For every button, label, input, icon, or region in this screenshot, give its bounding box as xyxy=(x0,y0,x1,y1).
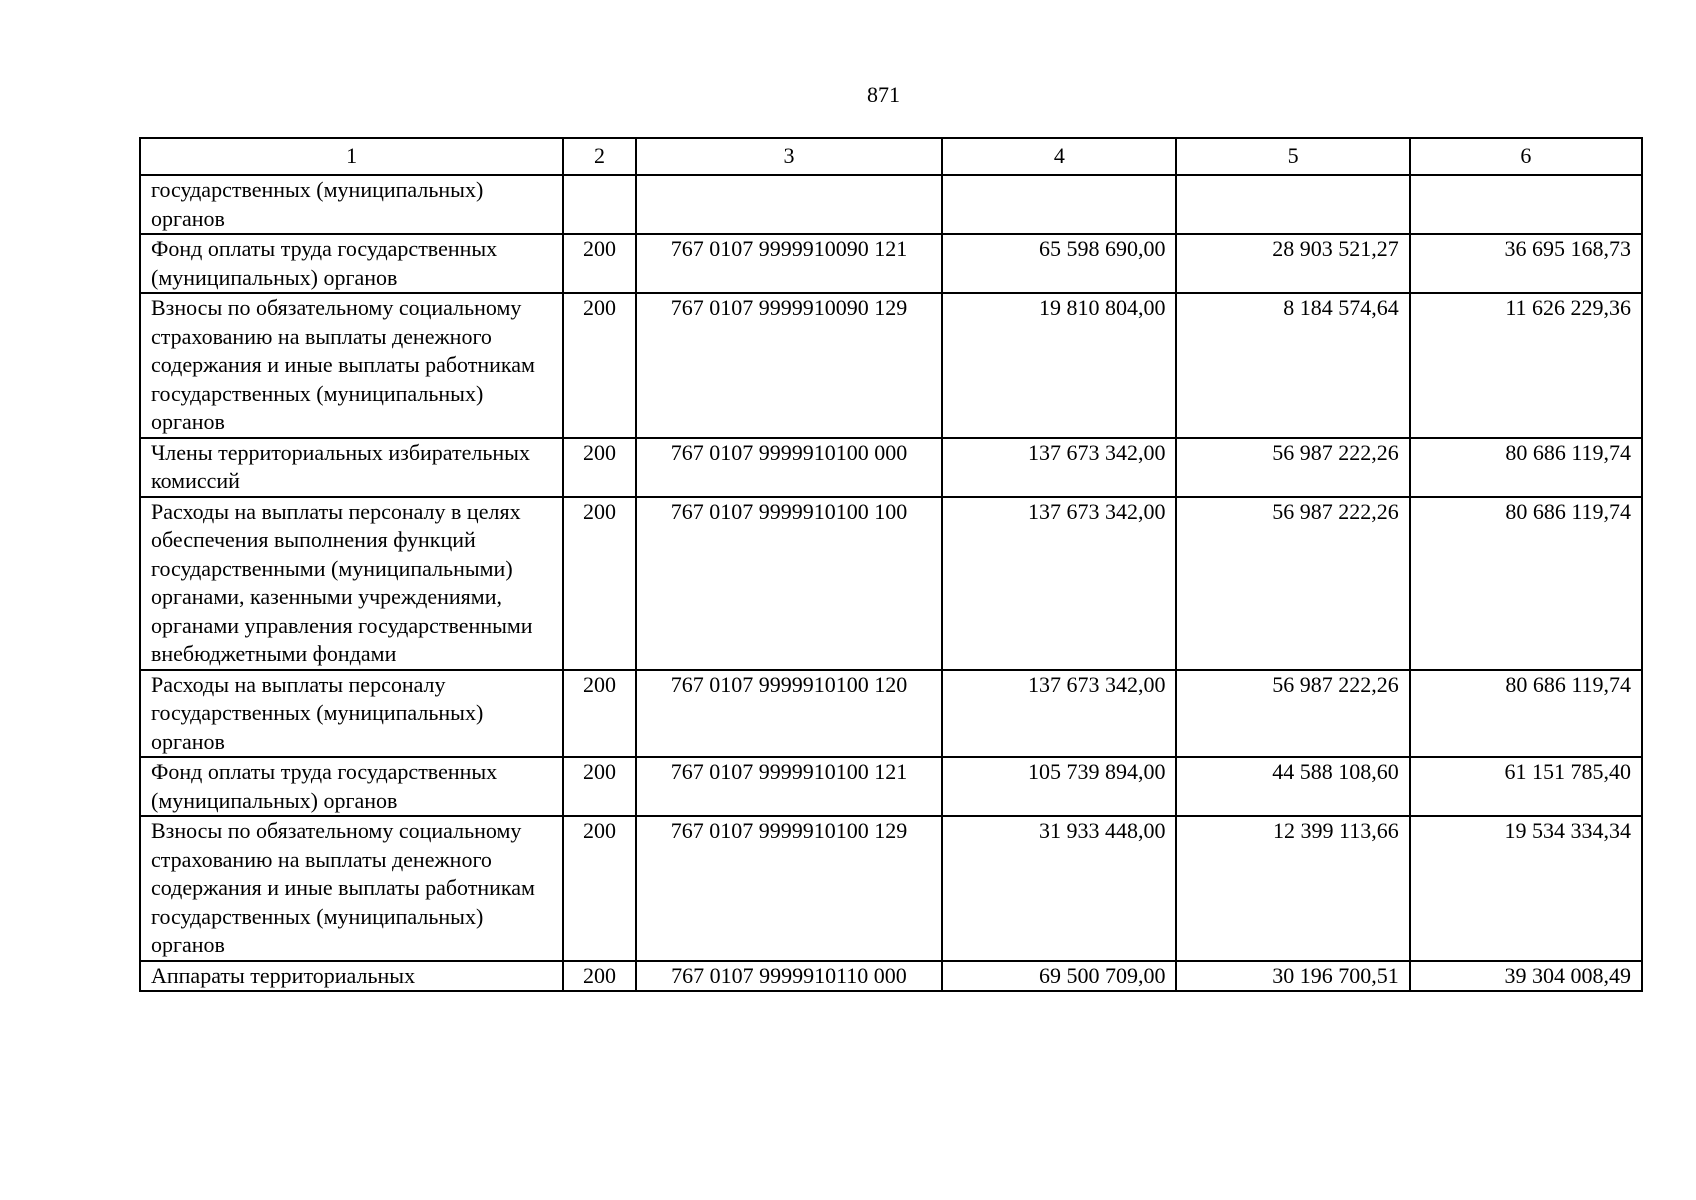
table-row xyxy=(140,234,1642,293)
expense-name-cell: Взносы по обязательному социальному страхованию на выплаты денежного содержания и иные выплаты работникам государственных (муниципальных) органов xyxy=(140,293,563,438)
column-header: 1 xyxy=(140,138,563,175)
executed-amount-cell: 56 987 222,26 xyxy=(1176,497,1409,670)
expense-name-cell: Взносы по обязательному социальному страхованию на выплаты денежного содержания и иные выплаты работникам государственных (муниципальных) органов xyxy=(140,816,563,961)
admin-code-cell: 200 xyxy=(563,757,635,816)
executed-amount-cell: 28 903 521,27 xyxy=(1176,234,1409,293)
table-row xyxy=(140,670,1642,758)
budget-code-cell xyxy=(636,175,943,234)
expense-name-cell: Фонд оплаты труда государственных (муниципальных) органов xyxy=(140,234,563,293)
table-row xyxy=(140,438,1642,497)
budget-code-cell: 767 0107 9999910100 000 xyxy=(636,438,943,497)
table-row xyxy=(140,757,1642,816)
expense-name-cell: государственных (муниципальных) органов xyxy=(140,175,563,234)
admin-code-cell: 200 xyxy=(563,234,635,293)
admin-code-cell: 200 xyxy=(563,438,635,497)
admin-code-cell: 200 xyxy=(563,961,635,992)
admin-code-cell: 200 xyxy=(563,497,635,670)
remaining-amount-cell: 80 686 119,74 xyxy=(1410,497,1642,670)
executed-amount-cell: 12 399 113,66 xyxy=(1176,816,1409,961)
remaining-amount-cell: 19 534 334,34 xyxy=(1410,816,1642,961)
approved-amount-cell: 31 933 448,00 xyxy=(942,816,1176,961)
table-row xyxy=(140,961,1642,992)
admin-code-cell: 200 xyxy=(563,293,635,438)
approved-amount-cell: 65 598 690,00 xyxy=(942,234,1176,293)
admin-code-cell: 200 xyxy=(563,816,635,961)
executed-amount-cell: 8 184 574,64 xyxy=(1176,293,1409,438)
budget-code-cell: 767 0107 9999910090 121 xyxy=(636,234,943,293)
executed-amount-cell: 44 588 108,60 xyxy=(1176,757,1409,816)
approved-amount-cell xyxy=(942,175,1176,234)
remaining-amount-cell: 61 151 785,40 xyxy=(1410,757,1642,816)
budget-code-cell: 767 0107 9999910100 129 xyxy=(636,816,943,961)
expense-name-cell: Фонд оплаты труда государственных (муниципальных) органов xyxy=(140,757,563,816)
executed-amount-cell: 56 987 222,26 xyxy=(1176,670,1409,758)
remaining-amount-cell: 11 626 229,36 xyxy=(1410,293,1642,438)
expense-name-cell: Члены территориальных избирательных комиссий xyxy=(140,438,563,497)
column-header: 5 xyxy=(1176,138,1409,175)
approved-amount-cell: 105 739 894,00 xyxy=(942,757,1176,816)
remaining-amount-cell: 39 304 008,49 xyxy=(1410,961,1642,992)
expense-name-cell: Расходы на выплаты персоналу государственных (муниципальных) органов xyxy=(140,670,563,758)
expense-name-cell: Расходы на выплаты персоналу в целях обеспечения выполнения функций государственными (муниципальными) органами, казенными учреждениями, органами управления государственными внебюджетными фондами xyxy=(140,497,563,670)
column-header: 2 xyxy=(563,138,635,175)
budget-code-cell: 767 0107 9999910100 121 xyxy=(636,757,943,816)
budget-code-cell: 767 0107 9999910100 100 xyxy=(636,497,943,670)
budget-table xyxy=(139,137,1643,992)
table-row xyxy=(140,497,1642,670)
executed-amount-cell: 56 987 222,26 xyxy=(1176,438,1409,497)
table-row xyxy=(140,816,1642,961)
approved-amount-cell: 137 673 342,00 xyxy=(942,438,1176,497)
column-header: 6 xyxy=(1410,138,1642,175)
remaining-amount-cell: 80 686 119,74 xyxy=(1410,670,1642,758)
executed-amount-cell: 30 196 700,51 xyxy=(1176,961,1409,992)
page-number: 871 xyxy=(867,82,900,107)
table-row xyxy=(140,175,1642,234)
expense-name-cell: Аппараты территориальных xyxy=(140,961,563,992)
budget-code-cell: 767 0107 9999910100 120 xyxy=(636,670,943,758)
column-header: 4 xyxy=(942,138,1176,175)
approved-amount-cell: 19 810 804,00 xyxy=(942,293,1176,438)
budget-code-cell: 767 0107 9999910110 000 xyxy=(636,961,943,992)
table-header-row xyxy=(140,138,1642,175)
remaining-amount-cell: 36 695 168,73 xyxy=(1410,234,1642,293)
remaining-amount-cell xyxy=(1410,175,1642,234)
approved-amount-cell: 137 673 342,00 xyxy=(942,497,1176,670)
approved-amount-cell: 69 500 709,00 xyxy=(942,961,1176,992)
admin-code-cell xyxy=(563,175,635,234)
remaining-amount-cell: 80 686 119,74 xyxy=(1410,438,1642,497)
admin-code-cell: 200 xyxy=(563,670,635,758)
table-row xyxy=(140,293,1642,438)
column-header: 3 xyxy=(636,138,943,175)
approved-amount-cell: 137 673 342,00 xyxy=(942,670,1176,758)
budget-code-cell: 767 0107 9999910090 129 xyxy=(636,293,943,438)
executed-amount-cell xyxy=(1176,175,1409,234)
